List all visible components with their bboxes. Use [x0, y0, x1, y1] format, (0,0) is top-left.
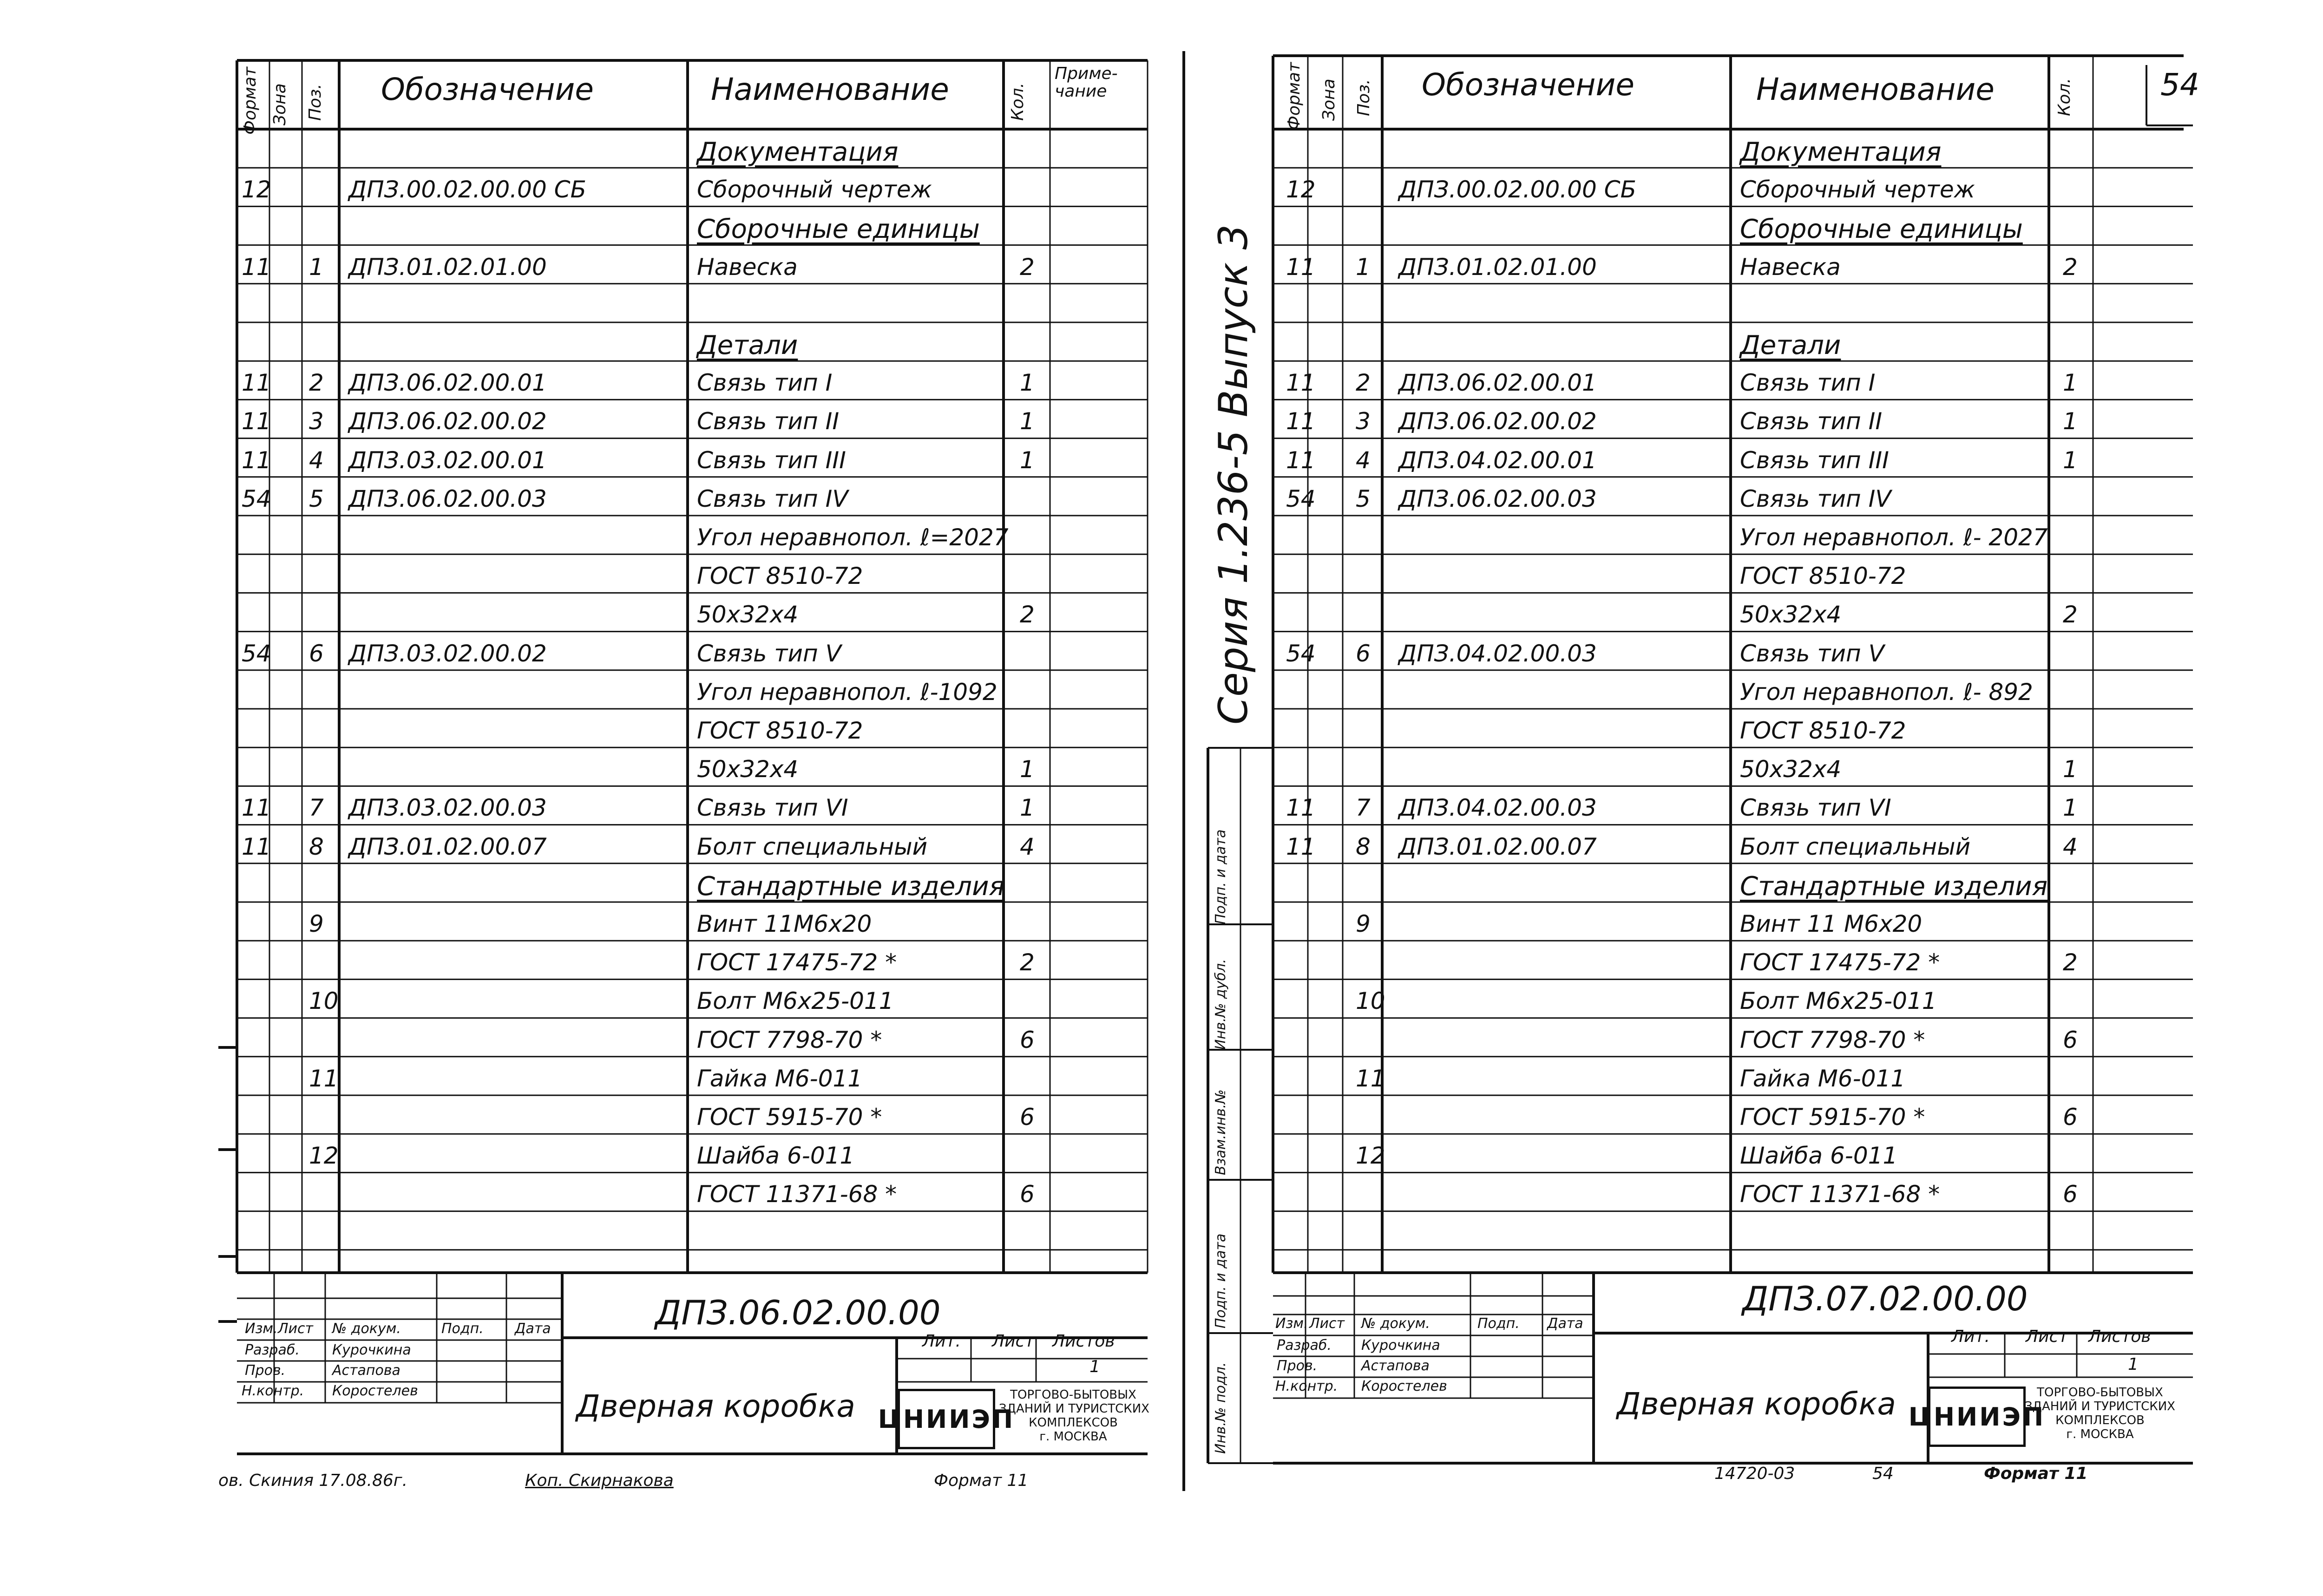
row-quantity: 2 — [2063, 601, 2078, 628]
side-col-inv-podl: Инв.№ подл. — [1213, 1362, 1229, 1454]
row-position: 5 — [1356, 485, 1371, 512]
stamp-role-3: Н.контр. — [242, 1383, 304, 1399]
row-name: Гайка М6-011 — [1740, 1065, 1906, 1092]
row-quantity: 1 — [2063, 408, 2078, 435]
row-name: Угол неравнопол. ℓ- 892 — [1740, 678, 2033, 706]
stamp-col-sign: Подп. — [441, 1321, 484, 1337]
row-quantity: 2 — [1020, 601, 1035, 628]
row-format: 11 — [242, 369, 271, 397]
stamp-role-2: Пров. — [245, 1362, 286, 1379]
row-name: 50x32x4 — [1740, 601, 1842, 628]
row-name: Болт специальный — [1740, 833, 1971, 860]
footer-number: 14720-03 — [1714, 1464, 1795, 1483]
row-name: Болт М6х25-011 — [1740, 988, 1937, 1015]
row-name: Связь тип I — [1740, 369, 1876, 397]
stamp-name-3-r: Коростелев — [1361, 1378, 1447, 1394]
row-format: 11 — [1286, 369, 1316, 397]
row-quantity: 6 — [2063, 1104, 2078, 1131]
row-quantity: 1 — [1020, 794, 1035, 822]
row-quantity: 1 — [1020, 408, 1035, 435]
row-name: Угол неравнопол. ℓ- 2027 — [1740, 524, 2048, 551]
cniiep-logo: ЦНИИЭП — [898, 1389, 995, 1449]
row-name: 50x32x4 — [1740, 756, 1842, 783]
row-quantity: 2 — [1020, 949, 1035, 976]
row-position: 11 — [309, 1065, 339, 1092]
row-name: Гайка М6-011 — [697, 1065, 863, 1092]
row-format: 11 — [242, 446, 271, 474]
header-zone-r: Зона — [1319, 78, 1339, 121]
row-designation: ДПЗ.04.02.00.03 — [1398, 794, 1597, 822]
row-designation: ДПЗ.01.02.01.00 — [1398, 253, 1597, 281]
org-line-1-r: ТОРГОВО-БЫТОВЫХ — [2037, 1386, 2163, 1400]
row-designation: ДПЗ.04.02.00.01 — [1398, 446, 1597, 474]
section-heading: Сборочные единицы — [697, 214, 980, 245]
row-quantity: 6 — [1020, 1026, 1035, 1053]
section-heading: Стандартные изделия — [697, 871, 1005, 902]
row-quantity: 1 — [1020, 369, 1035, 397]
stamp-col-izm: Изм. — [245, 1321, 278, 1337]
header-format-r: Формат — [1285, 62, 1304, 130]
stamp-role-2-r: Пров. — [1277, 1358, 1318, 1374]
row-name: Навеска — [697, 253, 798, 281]
stamp-role-1-r: Разраб. — [1277, 1337, 1332, 1354]
row-name: Болт М6х25-011 — [697, 988, 894, 1015]
row-name: Связь тип IV — [1740, 485, 1891, 512]
row-name: ГОСТ 8510-72 — [697, 717, 863, 744]
row-quantity: 2 — [1020, 253, 1035, 281]
stamp-code: ДПЗ.06.02.00.00 — [655, 1293, 941, 1332]
footer-left-note: ов. Скиния 17.08.86г. — [218, 1471, 408, 1490]
stamp-col-list: Лист — [278, 1321, 314, 1337]
row-designation: ДПЗ.01.02.00.07 — [348, 833, 547, 860]
row-name: ГОСТ 11371-68 * — [697, 1181, 897, 1208]
stamp-col-doc-r: № докум. — [1361, 1315, 1430, 1332]
row-format: 11 — [1286, 253, 1316, 281]
row-designation: ДПЗ.06.02.00.02 — [1398, 408, 1597, 435]
footer-format: Формат 11 — [934, 1471, 1029, 1490]
stamp-code-r: ДПЗ.07.02.00.00 — [1742, 1279, 2028, 1318]
header-name-r: Наименование — [1756, 72, 1995, 107]
row-position: 4 — [1356, 446, 1371, 474]
row-designation: ДПЗ.01.02.01.00 — [348, 253, 547, 281]
row-position: 9 — [1356, 910, 1371, 937]
row-quantity: 1 — [1020, 446, 1035, 474]
stamp-col-doc: № докум. — [332, 1321, 401, 1337]
footer-format-r: Формат 11 — [1984, 1464, 2088, 1483]
row-name: Связь тип II — [1740, 408, 1883, 435]
row-designation: ДПЗ.01.02.00.07 — [1398, 833, 1597, 860]
row-format: 54 — [1286, 640, 1316, 667]
row-name: 50x32x4 — [697, 601, 799, 628]
row-position: 12 — [309, 1142, 339, 1170]
row-name: Болт специальный — [697, 833, 928, 860]
stamp-sheets-value: 1 — [1089, 1357, 1100, 1376]
row-format: 12 — [242, 176, 271, 203]
header-format: Формат — [241, 66, 260, 135]
row-position: 6 — [309, 640, 324, 667]
org-line-2: ЗДАНИЙ И ТУРИСТСКИХ — [999, 1402, 1149, 1416]
side-col-vzam-inv: Взам.инв.№ — [1213, 1089, 1229, 1175]
row-format: 11 — [242, 408, 271, 435]
section-heading: Документация — [1740, 137, 1942, 167]
header-name: Наименование — [711, 72, 949, 107]
row-quantity: 1 — [1020, 756, 1035, 783]
row-position: 1 — [309, 253, 324, 281]
row-name: 50x32x4 — [697, 756, 799, 783]
row-quantity: 1 — [2063, 756, 2078, 783]
stamp-sheets: Листов — [1052, 1332, 1115, 1351]
row-name: Связь тип I — [697, 369, 833, 397]
org-line-1: ТОРГОВО-БЫТОВЫХ — [1010, 1388, 1136, 1402]
stamp-title: Дверная коробка — [576, 1388, 855, 1424]
row-format: 54 — [242, 485, 271, 512]
row-format: 11 — [242, 833, 271, 860]
row-format: 12 — [1286, 176, 1316, 203]
row-quantity: 2 — [2063, 949, 2078, 976]
row-quantity: 6 — [1020, 1181, 1035, 1208]
row-format: 11 — [242, 253, 271, 281]
row-name: Угол неравнопол. ℓ=2027 — [697, 524, 1009, 551]
page-number: 54 — [2160, 67, 2199, 103]
row-designation: ДПЗ.00.02.00.00 СБ — [1398, 176, 1636, 203]
section-heading: Детали — [1740, 330, 1841, 360]
row-name: Шайба 6-011 — [697, 1142, 855, 1170]
stamp-name-3: Коростелев — [332, 1383, 418, 1399]
row-designation: ДПЗ.00.02.00.00 СБ — [348, 176, 586, 203]
row-position: 1 — [1356, 253, 1371, 281]
row-designation: ДПЗ.06.02.00.03 — [348, 485, 547, 512]
row-designation: ДПЗ.06.02.00.01 — [348, 369, 547, 397]
cniiep-logo-r: ЦНИИЭП — [1928, 1387, 2026, 1447]
stamp-sheet: Лист — [992, 1332, 1035, 1351]
row-position: 9 — [309, 910, 324, 937]
row-name: ГОСТ 5915-70 * — [1740, 1104, 1925, 1131]
row-name: ГОСТ 8510-72 — [1740, 563, 1906, 590]
row-name: Навеска — [1740, 253, 1841, 281]
org-line-3: КОМПЛЕКСОВ — [1029, 1416, 1118, 1430]
row-position: 10 — [1356, 988, 1385, 1015]
header-note: Приме-чание — [1055, 64, 1118, 101]
row-name: ГОСТ 7798-70 * — [697, 1026, 882, 1053]
row-position: 5 — [309, 485, 324, 512]
row-designation: ДПЗ.06.02.00.03 — [1398, 485, 1597, 512]
footer-copied: Коп. Скирнакова — [525, 1471, 674, 1490]
row-name: Угол неравнопол. ℓ-1092 — [697, 678, 997, 706]
row-quantity: 1 — [2063, 794, 2078, 822]
stamp-sheets-r: Листов — [2088, 1327, 2151, 1346]
row-name: Связь тип VI — [1740, 794, 1891, 822]
org-line-2-r: ЗДАНИЙ И ТУРИСТСКИХ — [2025, 1400, 2175, 1413]
row-position: 2 — [1356, 369, 1371, 397]
row-quantity: 1 — [2063, 369, 2078, 397]
header-pos: Поз. — [306, 84, 325, 121]
row-quantity: 6 — [2063, 1181, 2078, 1208]
row-name: ГОСТ 11371-68 * — [1740, 1181, 1940, 1208]
row-format: 54 — [242, 640, 271, 667]
section-heading: Стандартные изделия — [1740, 871, 2048, 902]
stamp-name-2-r: Астапова — [1361, 1358, 1430, 1374]
row-designation: ДПЗ.06.02.00.01 — [1398, 369, 1597, 397]
row-name: ГОСТ 8510-72 — [1740, 717, 1906, 744]
row-position: 12 — [1356, 1142, 1385, 1170]
row-name: Связь тип II — [697, 408, 840, 435]
row-format: 11 — [1286, 794, 1316, 822]
header-pos-r: Поз. — [1354, 79, 1373, 116]
row-designation: ДПЗ.06.02.00.02 — [348, 408, 547, 435]
header-designation: Обозначение — [381, 72, 594, 107]
row-quantity: 6 — [2063, 1026, 2078, 1053]
org-line-4-r: г. МОСКВА — [2066, 1427, 2134, 1441]
stamp-col-sign-r: Подп. — [1477, 1315, 1520, 1332]
footer-page: 54 — [1872, 1464, 1894, 1483]
row-designation: ДПЗ.04.02.00.03 — [1398, 640, 1597, 667]
row-position: 8 — [1356, 833, 1371, 860]
stamp-lit: Лит. — [922, 1332, 961, 1351]
row-name: Связь тип III — [697, 446, 846, 474]
row-name: Шайба 6-011 — [1740, 1142, 1898, 1170]
row-name: Винт 11М6х20 — [697, 910, 872, 937]
stamp-role-3-r: Н.контр. — [1275, 1378, 1338, 1394]
row-name: Связь тип IV — [697, 485, 848, 512]
series-label: Серия 1.236-5 Выпуск 3 — [1210, 224, 1257, 725]
row-position: 4 — [309, 446, 324, 474]
side-col-inv-dubl: Инв.№ дубл. — [1213, 959, 1229, 1050]
row-position: 11 — [1356, 1065, 1385, 1092]
stamp-col-izm-r: Изм. — [1275, 1315, 1308, 1332]
row-name: ГОСТ 8510-72 — [697, 563, 863, 590]
side-col-sign-date-2: Подп. и дата — [1213, 829, 1229, 924]
header-designation-r: Обозначение — [1422, 67, 1634, 103]
row-position: 10 — [309, 988, 339, 1015]
stamp-name-2: Астапова — [332, 1362, 400, 1379]
row-quantity: 4 — [1020, 833, 1035, 860]
row-name: ГОСТ 17475-72 * — [697, 949, 897, 976]
side-col-sign-date-1: Подп. и дата — [1213, 1233, 1229, 1328]
row-name: ГОСТ 5915-70 * — [697, 1104, 882, 1131]
row-name: Винт 11 М6х20 — [1740, 910, 1923, 937]
stamp-name-1: Курочкина — [332, 1342, 411, 1358]
stamp-col-list-r: Лист — [1309, 1315, 1345, 1332]
stamp-role-1: Разраб. — [245, 1342, 300, 1358]
org-line-3-r: КОМПЛЕКСОВ — [2055, 1413, 2145, 1427]
row-format: 11 — [1286, 408, 1316, 435]
row-position: 2 — [309, 369, 324, 397]
row-format: 54 — [1286, 485, 1316, 512]
header-zone: Зона — [270, 83, 289, 125]
row-format: 11 — [1286, 833, 1316, 860]
row-designation: ДПЗ.03.02.00.03 — [348, 794, 547, 822]
row-name: Связь тип V — [697, 640, 841, 667]
row-quantity: 1 — [2063, 446, 2078, 474]
row-format: 11 — [1286, 446, 1316, 474]
row-name: ГОСТ 7798-70 * — [1740, 1026, 1925, 1053]
row-name: Связь тип VI — [697, 794, 848, 822]
stamp-lit-r: Лит. — [1951, 1327, 1990, 1346]
row-name: Сборочный чертеж — [697, 176, 932, 203]
row-position: 7 — [1356, 794, 1371, 822]
stamp-sheet-r: Лист — [2026, 1327, 2068, 1346]
stamp-col-date-r: Дата — [1547, 1315, 1583, 1332]
row-name: Связь тип III — [1740, 446, 1889, 474]
header-qty: Кол. — [1008, 82, 1027, 121]
header-qty-r: Кол. — [2055, 78, 2074, 116]
row-position: 6 — [1356, 640, 1371, 667]
row-quantity: 4 — [2063, 833, 2078, 860]
row-name: Сборочный чертеж — [1740, 176, 1975, 203]
row-quantity: 2 — [2063, 253, 2078, 281]
row-position: 8 — [309, 833, 324, 860]
section-heading: Документация — [697, 137, 899, 167]
stamp-title-r: Дверная коробка — [1617, 1386, 1896, 1422]
row-position: 3 — [1356, 408, 1371, 435]
row-format: 11 — [242, 794, 271, 822]
row-name: Связь тип V — [1740, 640, 1884, 667]
stamp-name-1-r: Курочкина — [1361, 1337, 1440, 1354]
section-heading: Детали — [697, 330, 798, 360]
row-position: 3 — [309, 408, 324, 435]
org-line-4: г. МОСКВА — [1039, 1430, 1107, 1444]
row-position: 7 — [309, 794, 324, 822]
section-heading: Сборочные единицы — [1740, 214, 2023, 245]
row-name: ГОСТ 17475-72 * — [1740, 949, 1940, 976]
row-quantity: 6 — [1020, 1104, 1035, 1131]
row-designation: ДПЗ.03.02.00.02 — [348, 640, 547, 667]
stamp-col-date: Дата — [515, 1321, 551, 1337]
row-designation: ДПЗ.03.02.00.01 — [348, 446, 547, 474]
stamp-sheets-value-r: 1 — [2128, 1355, 2139, 1374]
